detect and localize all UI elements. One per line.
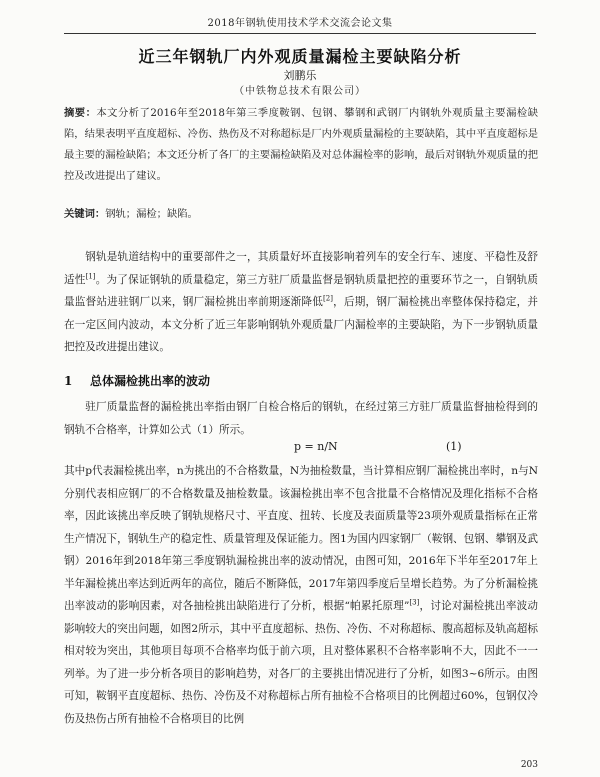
analysis-text-b: ，讨论对漏检挑出率波动影响较大的突出问题，如图2所示，其中平直度超标、热伤、冷伤、不对称超标、腹高超标及轨高超标相对较为突出，其他项目每项不合格率均低于前六项，且对整体累积不合格率影响不大，因此不一一列举。为了进一步分析各项目的影响趋势，对各厂的主要挑出情况进行了分析，如图3~6所示。由图可知，鞍钢平直度超标、热伤、冷伤及不对称超标占所有抽检不合格项目的比例超过60%，包钢仅冷伤及热伤占所有抽检不合格项目的比例	[64, 600, 538, 725]
abstract-text: 本文分析了2016年至2018年第三季度鞍钢、包钢、攀钢和武钢厂内钢轨外观质量主要漏检缺陷，结果表明平直度超标、冷伤、热伤及不对称超标是厂内外观质量漏检的主要缺陷，其中平直度超标是最主要的漏检缺陷；本文还分析了各厂的主要漏检缺陷及对总体漏检率的影响，最后对钢轨外观质量的把控及改进提出了建议。	[64, 107, 538, 182]
equation-number: (1)	[446, 440, 462, 453]
running-header: 2018年钢轨使用技术学术交流会论文集	[64, 14, 536, 34]
citation-1: [1]	[85, 271, 96, 280]
abstract-label: 摘要：	[64, 107, 97, 119]
intro-text-c: ，后期，钢厂漏检挑出率整体保持稳定，并在一定区间内波动，本文分析了近三年影响钢轨外观质量厂内漏检率的主要缺陷，为下一步钢轨质量把控及改进提出建议。	[64, 296, 539, 353]
formula-row	[64, 440, 538, 460]
article-title: 近三年钢轨厂内外观质量漏检主要缺陷分析	[138, 47, 462, 66]
section-heading	[64, 372, 210, 389]
citation-3: [3]	[409, 598, 420, 607]
analysis-paragraph	[64, 460, 538, 730]
intro-text-b: 。为了保证钢轨的质量稳定，第三方驻厂质量监督是钢轨质量把控的重要环节之一，自钢轨质量监督站进驻钢厂以来，钢厂漏检挑出率前期逐渐降低	[64, 273, 539, 308]
intro-text-a: 钢轨是轨道结构中的重要部件之一，其质量好坏直接影响着列车的安全行车、速度、平稳性及舒适性	[64, 251, 538, 286]
definition-paragraph: 驻厂质量监督的漏检挑出率指由钢厂自检合格后的钢轨，在经过第三方驻厂质量监督抽检得到的钢轨不合格率，计算如公式（1）所示。	[64, 401, 538, 436]
keywords-text: 钢轨；漏检；缺陷。	[105, 208, 198, 220]
section-number: 1	[64, 374, 73, 388]
citation-2: [2]	[323, 294, 333, 303]
keywords	[64, 206, 538, 222]
author-affiliation: （中铁物总技术有限公司）	[234, 86, 366, 97]
author-name: 刘鹏乐	[283, 69, 317, 82]
abstract	[64, 103, 538, 187]
formula-expression: p = n/N	[294, 440, 338, 453]
intro-paragraph	[64, 246, 538, 359]
section-title: 总体漏检挑出率的波动	[90, 374, 211, 388]
analysis-text-a: 其中p代表漏检挑出率，n为挑出的不合格数量，N为抽检数量，当计算相应钢厂漏检挑出率时，n与N分别代表相应钢厂的不合格数量及抽检数量。该漏检挑出率不包含批量不合格情况及理化指标不合格率，因此该挑出率反映了钢轨规格尺寸、平直度、扭转、长度及表面质量等23项外观质量指标在正常生产情况下，钢轨生产的稳定性、质量管理及保证能力。图1为国内四家钢厂（鞍钢、包钢、攀钢及武钢）2016年到2018年第三季度钢轨漏检挑出率的波动情况，由图可知，2016年下半年至2017年上半年漏检挑出率达到近两年的高位，随后不断降低，2017年第四季度后呈增长趋势。为了分析漏检挑出率波动的影响因素，对各抽检挑出缺陷进行了分析，根据“帕累托原理”	[64, 465, 538, 612]
page-number: 203	[520, 760, 538, 770]
keywords-label: 关键词：	[64, 208, 106, 220]
